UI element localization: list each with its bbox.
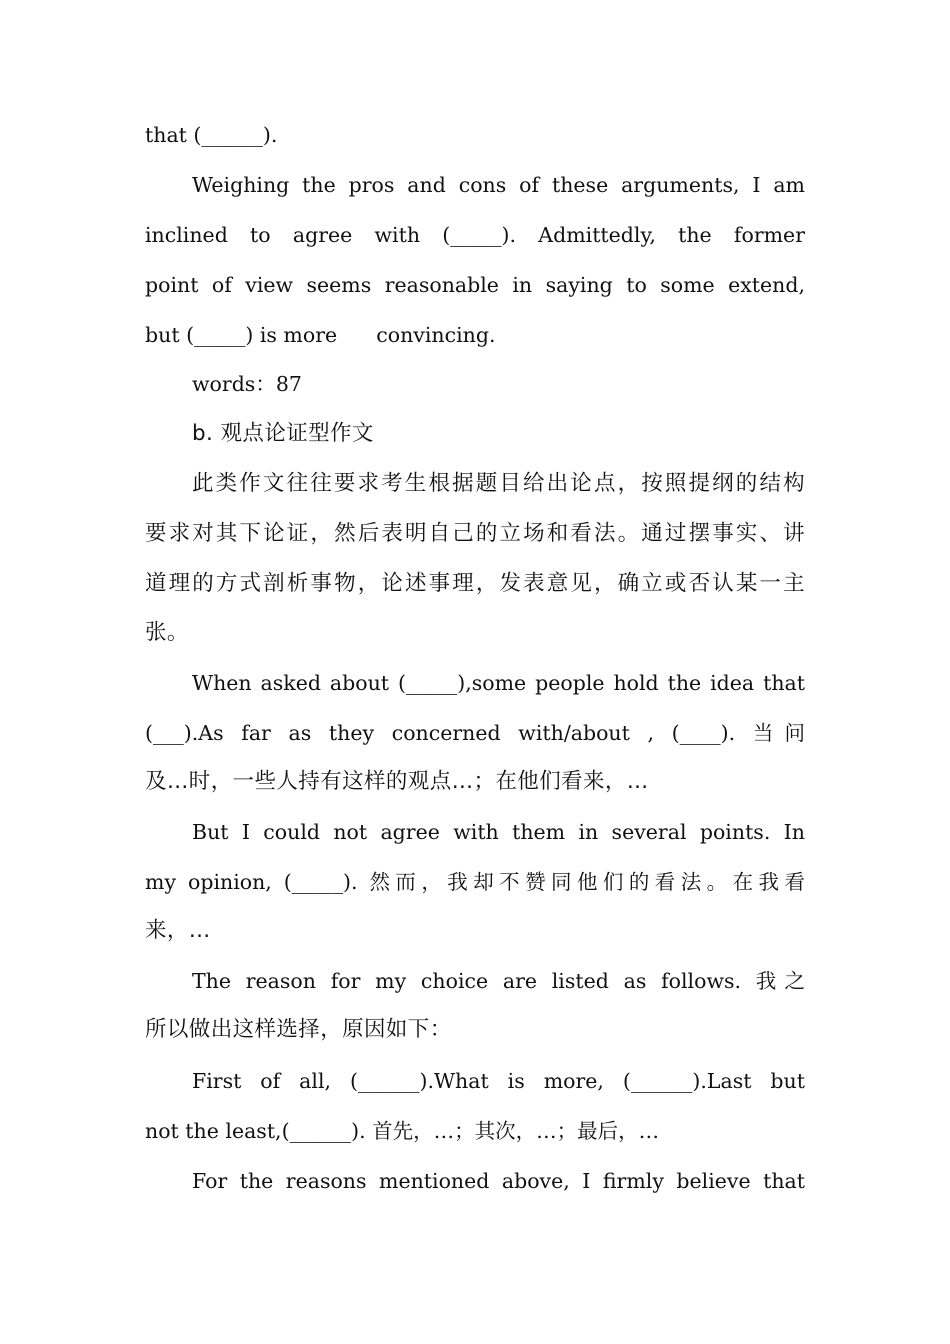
- text-line: The reason for my choice are listed as follows. 我之: [192, 969, 805, 993]
- text-line: 要求对其下论证，然后表明自己的立场和看法。通过摆事实、讲: [145, 521, 805, 546]
- text-line: 此类作文往往要求考生根据题目给出论点，按照提纲的结构: [192, 471, 805, 496]
- word-count: words：87: [192, 372, 302, 396]
- text-line: But I could not agree with them in several points. In: [192, 820, 805, 844]
- text-line: 及…时，一些人持有这样的观点…；在他们看来，…: [145, 769, 649, 794]
- text-line: not the least,(______). 首先，…；其次，…；最后，…: [145, 1119, 660, 1143]
- text-line: For the reasons mentioned above, I firmly believe that: [192, 1169, 805, 1193]
- text-line: First of all, (______).What is more, (______).Last but: [192, 1069, 805, 1093]
- text-line: 所以做出这样选择，原因如下：: [145, 1017, 452, 1042]
- text-line: Weighing the pros and cons of these arguments, I am: [192, 173, 805, 197]
- section-heading: b. 观点论证型作文: [192, 421, 374, 446]
- text-line: (___).As far as they concerned with/about , (____). 当问: [145, 721, 805, 745]
- text-line: 张。: [145, 620, 189, 645]
- text-line: my opinion, (_____). 然而，我却不赞同他们的看法。在我看: [145, 870, 805, 894]
- text-line: inclined to agree with (_____). Admittedly, the former: [145, 223, 805, 247]
- text-line: that (______).: [145, 123, 278, 147]
- text-line: but (_____) is more convincing.: [145, 323, 496, 347]
- text-line: When asked about (_____),some people hold the idea that: [192, 671, 805, 695]
- text-line: 来，…: [145, 918, 211, 943]
- text-line: 道理的方式剖析事物，论述事理，发表意见，确立或否认某一主: [145, 571, 805, 596]
- text-line: point of view seems reasonable in saying to some extend,: [145, 273, 805, 297]
